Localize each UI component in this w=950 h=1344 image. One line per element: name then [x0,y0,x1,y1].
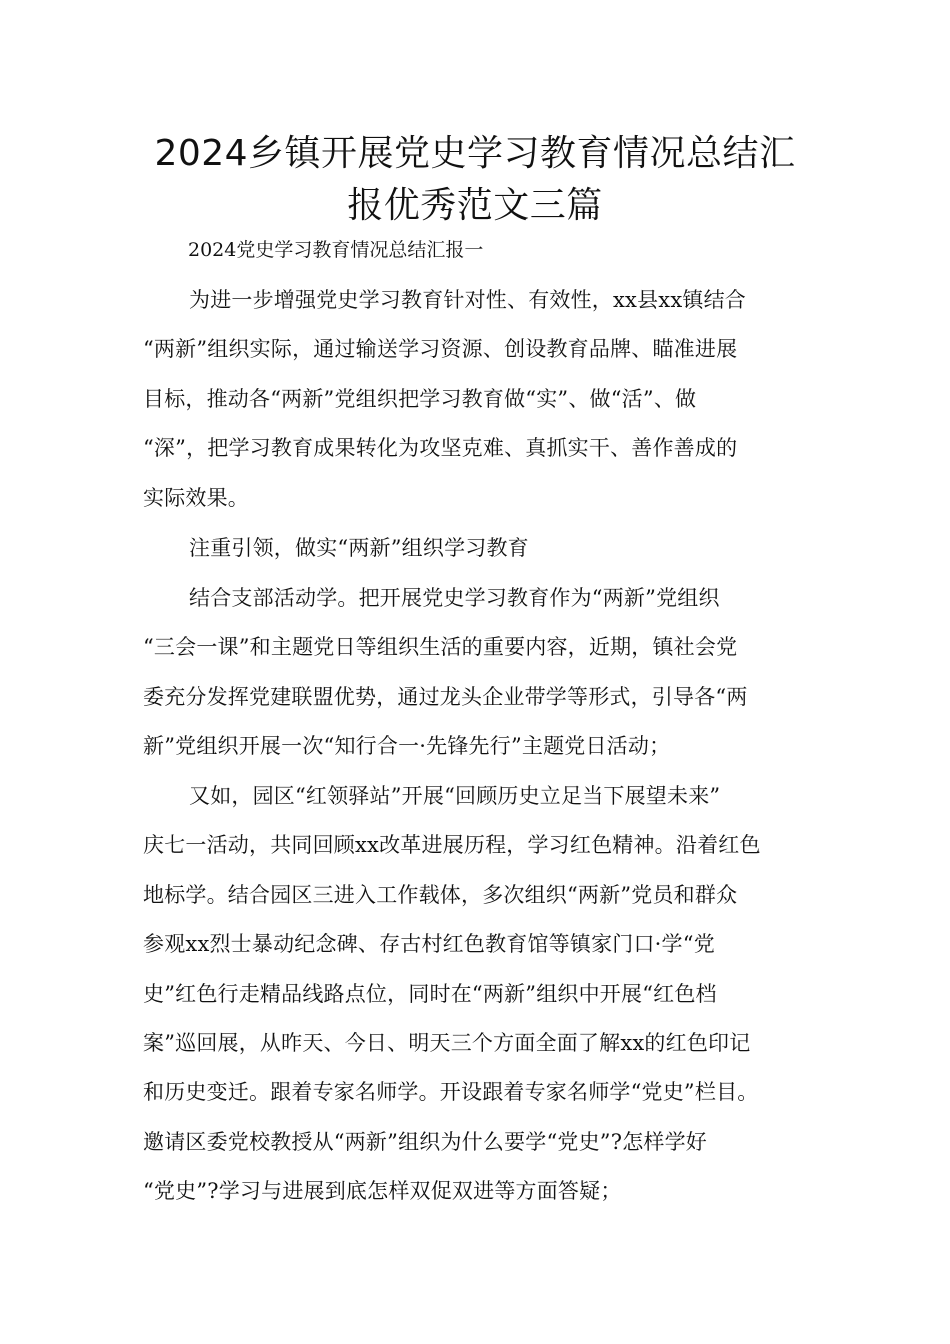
paragraph-line: 又如，园区“红领驿站”开展“回顾历史立足当下展望未来” [189,784,721,808]
paragraph-1 [143,276,813,523]
paragraph-line: 庆七一活动，共同回顾xx改革进展历程，学习红色精神。沿着红色 [143,833,761,858]
paragraph-line: “三会一课”和主题党日等组织生活的重要内容，近期，镇社会党 [143,635,738,660]
paragraph-line: 实际效果。 [143,485,249,510]
paragraph-line: 地标学。结合园区三进入工作载体，多次组织“两新”党员和群众 [143,882,738,907]
paragraph-line: 参观xx烈士暴动纪念碑、存古村红色教育馆等镇家门口·学“党 [143,932,715,957]
paragraph-line: “深”，把学习教育成果转化为攻坚克难、真抓实干、善作善成的 [143,436,738,461]
document-title [100,128,850,232]
paragraph-line: 案”巡回展，从昨天、今日、明天三个方面全面了解xx的红色印记 [143,1031,751,1056]
paragraph-3 [143,772,813,1217]
section-heading [143,524,813,573]
paragraph-line: 委充分发挥党建联盟优势，通过龙头企业带学等形式，引导各“两 [143,684,748,709]
paragraph-line: 为进一步增强党史学习教育针对性、有效性，xx县xx镇结合 [189,288,746,312]
section-subtitle: 2024党史学习教育情况总结汇报一 [188,239,484,261]
paragraph-line: 和历史变迁。跟着专家名师学。开设跟着专家名师学“党史”栏目。 [143,1080,759,1105]
paragraph-line: “党史”?学习与进展到底怎样双促双进等方面答疑； [143,1179,622,1204]
paragraph-line: 新”党组织开展一次“知行合一·先锋先行”主题党日活动； [143,734,671,759]
paragraph-line: 结合支部活动学。把开展党史学习教育作为“两新”党组织 [189,586,720,610]
paragraph-line: “两新”组织实际，通过输送学习资源、创设教育品牌、瞄准进展 [143,337,738,362]
paragraph-line: 目标，推动各“两新”党组织把学习教育做“实”、做“活”、做 [143,386,697,411]
paragraph-2 [143,574,813,772]
paragraph-line: 邀请区委党校教授从“两新”组织为什么要学“党史”?怎样学好 [143,1129,707,1154]
title-line-2: 报优秀范文三篇 [347,185,603,226]
paragraph-line: 史”红色行走精品线路点位，同时在“两新”组织中开展“红色档 [143,981,717,1006]
heading-line: 注重引领，做实“两新”组织学习教育 [189,536,529,560]
title-line-1: 2024乡镇开展党史学习教育情况总结汇 [154,133,796,174]
